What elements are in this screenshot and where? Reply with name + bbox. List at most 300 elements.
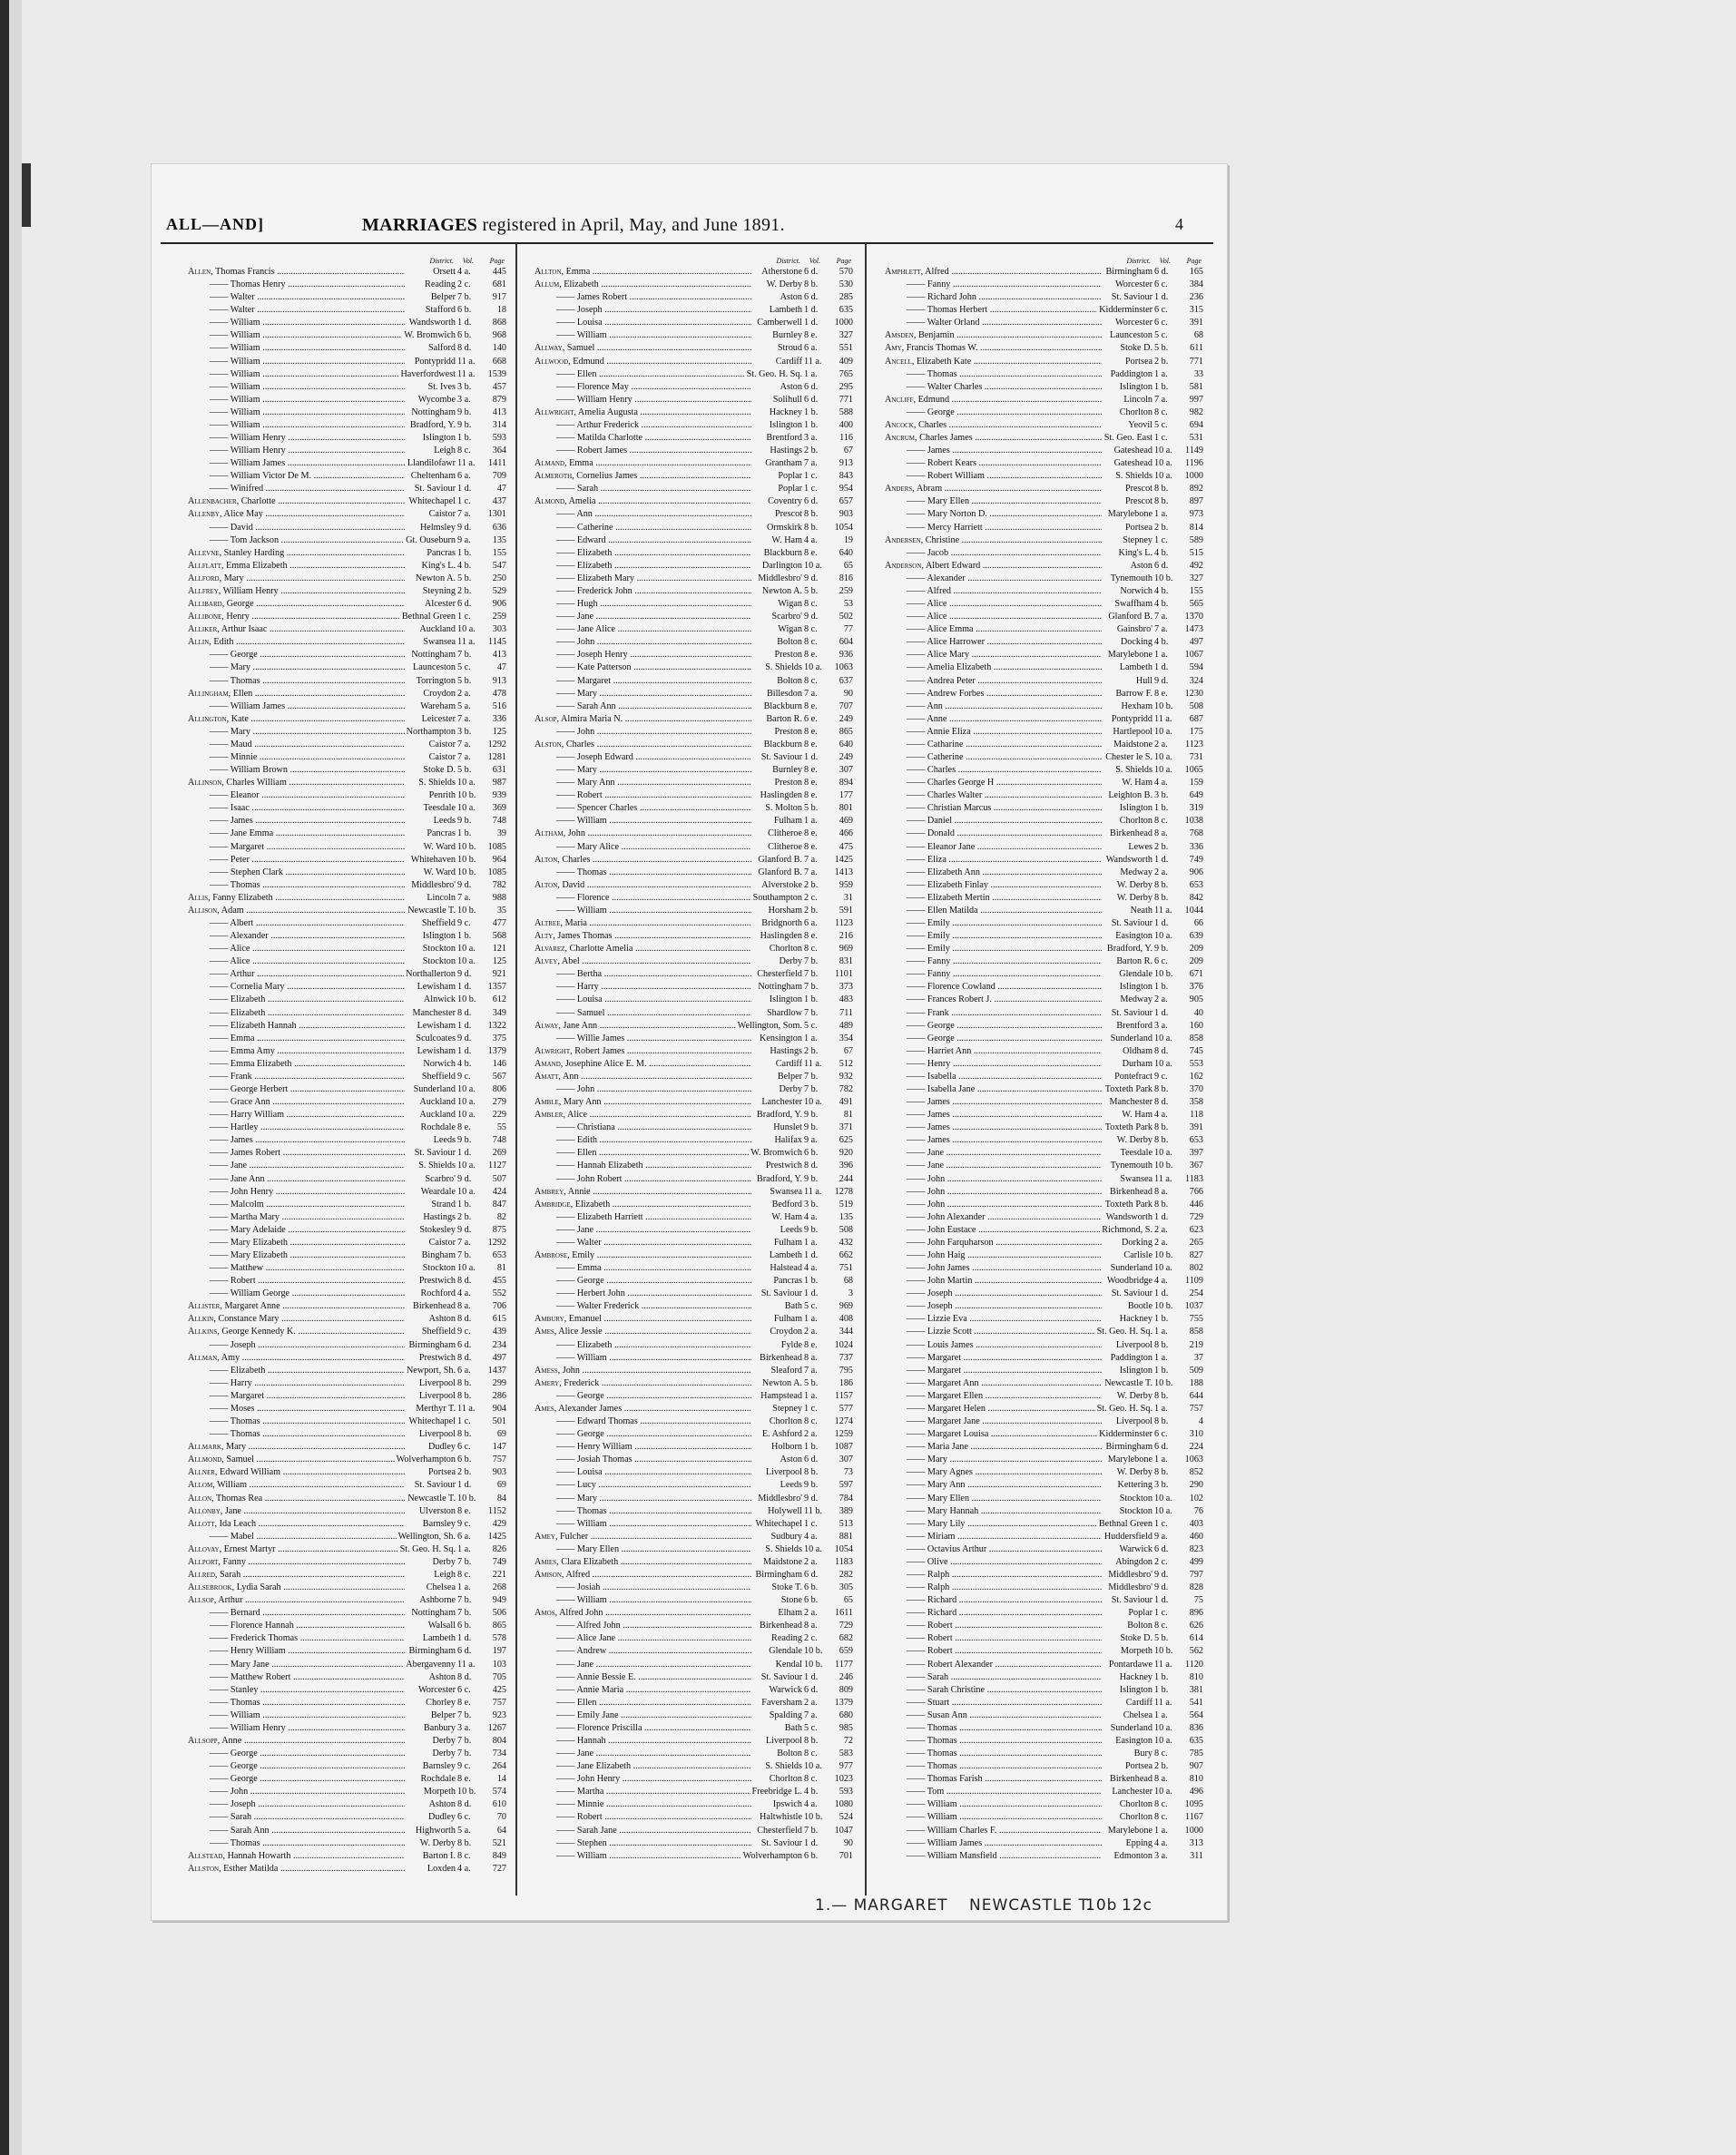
entry-name: —— Jane ..... xyxy=(885,1160,1102,1172)
entry-volume: 7 b. xyxy=(457,1748,472,1759)
entry-name: —— Albert ..... xyxy=(188,917,405,930)
entry-district: Wolverhampton xyxy=(395,1454,456,1466)
entry-volume: 8 c. xyxy=(1154,816,1168,827)
entry-district: Bath xyxy=(783,1300,802,1313)
entry-page: 216 xyxy=(839,931,853,942)
entry-page: 1044 xyxy=(1184,905,1203,916)
entry-page: 897 xyxy=(1189,496,1203,507)
entry-district: Newton A. xyxy=(414,573,456,585)
entry-name: —— Daniel ..... xyxy=(885,815,1102,828)
entry-page: 47 xyxy=(496,484,506,495)
entry-name: —— William ..... xyxy=(535,1352,751,1365)
entry-name xyxy=(535,1071,751,1083)
entry-volume: 8 c. xyxy=(1154,1799,1168,1810)
entry-forenames: William xyxy=(230,330,260,341)
entry-page: 35 xyxy=(496,905,506,916)
entry-district: Teesdale xyxy=(1119,1147,1153,1160)
entry-surname: Allevne, xyxy=(188,547,222,558)
entry-forenames: Edith xyxy=(213,637,234,648)
entry-name: —— Thomas ..... xyxy=(885,1722,1102,1735)
entry-volume: 8 e. xyxy=(457,1697,471,1708)
entry-page: 731 xyxy=(1189,751,1203,762)
entry-page: 1145 xyxy=(488,637,506,648)
entry-row xyxy=(535,815,857,828)
entry-row xyxy=(188,573,510,585)
entry-name: —— Mary Lily ..... xyxy=(885,1518,1102,1531)
entry-volume: 11 a. xyxy=(457,1659,476,1670)
entry-row xyxy=(188,1466,510,1479)
entry-district: Lanchester xyxy=(1110,1786,1152,1798)
entry-district: Wellington, Sh. xyxy=(397,1531,456,1543)
entry-volume: 7 a. xyxy=(457,751,471,762)
entry-volume: 2 b. xyxy=(1154,1761,1169,1772)
entry-page: 155 xyxy=(492,547,506,558)
entries-column-1 xyxy=(188,255,510,1888)
entry-volume: 1 d. xyxy=(1154,1288,1169,1299)
column-header xyxy=(535,255,857,266)
entry-page: 906 xyxy=(1189,867,1203,877)
entry-forenames: John Henry xyxy=(576,1774,621,1785)
entry-name xyxy=(188,598,405,611)
entry-forenames: William xyxy=(576,816,607,827)
entry-forenames: Henry William xyxy=(576,1442,633,1453)
entry-forenames: Alfred xyxy=(565,1569,591,1580)
entry-forenames: Martha xyxy=(576,1787,604,1797)
entry-volume: 8 b. xyxy=(1154,1135,1169,1146)
entry-district: Paddington xyxy=(1109,1352,1152,1365)
entry-volume: 4 a. xyxy=(457,267,471,277)
entry-forenames: Walter xyxy=(576,1237,602,1248)
entry-page: 1357 xyxy=(487,982,506,993)
entry-surname: Amy, xyxy=(885,343,905,354)
entries-column-3 xyxy=(885,255,1207,1888)
entry-name xyxy=(885,483,1102,495)
entry-row xyxy=(535,483,857,495)
entry-volume: 1 c. xyxy=(804,484,818,495)
entry-row xyxy=(188,483,510,495)
entry-district: Wandsworth xyxy=(1104,1211,1152,1224)
entry-page: 1177 xyxy=(835,1659,853,1670)
entry-surname: Alvey, xyxy=(535,956,560,967)
entry-district: Belper xyxy=(429,291,456,304)
entry-district: Richmond, S. xyxy=(1100,1224,1152,1237)
entry-volume: 10 a. xyxy=(1154,726,1172,737)
header-page: Page xyxy=(836,257,851,265)
entry-forenames: Grace Ann xyxy=(230,1097,270,1108)
entry-district: Rochford xyxy=(419,1288,456,1300)
entry-row xyxy=(535,1773,857,1786)
entry-forenames: William xyxy=(576,330,607,341)
entry-name: —— James Robert ..... xyxy=(535,291,751,304)
entry-row xyxy=(535,1173,857,1186)
entry-district: Toxteth Park xyxy=(1103,1122,1152,1134)
entry-forenames: John Eustace xyxy=(927,1224,976,1235)
entry-volume: 8 e. xyxy=(804,547,818,558)
entry-name: —— Joseph ..... xyxy=(188,1798,405,1811)
entry-district: St. Saviour xyxy=(1110,291,1152,304)
entry-page: 1037 xyxy=(1184,1301,1203,1312)
entry-volume: 3 a. xyxy=(804,433,818,444)
entry-forenames: Frank xyxy=(230,1071,252,1082)
entry-name: —— Elizabeth Harriett ..... xyxy=(535,1211,751,1224)
entry-row xyxy=(535,789,857,802)
entry-surname: Ambridge, xyxy=(535,1199,574,1210)
entry-page: 570 xyxy=(839,267,853,277)
entry-row xyxy=(885,623,1207,636)
entry-page: 589 xyxy=(1189,534,1203,545)
entry-page: 541 xyxy=(1189,1697,1203,1708)
entry-page: 954 xyxy=(839,484,853,495)
entry-page: 425 xyxy=(492,1684,506,1695)
entry-district: Alnwick xyxy=(422,994,456,1006)
entry-volume: 4 a. xyxy=(804,1211,818,1222)
entry-row xyxy=(188,1709,510,1722)
entry-row xyxy=(535,1493,857,1505)
entry-page: 384 xyxy=(1189,279,1203,290)
entry-forenames: Ellen xyxy=(576,368,597,379)
entry-forenames: Sarah xyxy=(230,1812,252,1823)
entry-volume: 10 a. xyxy=(804,1097,822,1108)
entry-row xyxy=(885,1300,1207,1313)
entry-page: 671 xyxy=(1189,969,1203,980)
entry-surname: Alton, xyxy=(535,854,560,865)
entry-name: —— William ..... xyxy=(535,329,751,342)
handwritten-vol: 10b xyxy=(1085,1896,1118,1915)
entry-forenames: John xyxy=(927,1173,946,1184)
entry-volume: 8 e. xyxy=(804,700,818,711)
entry-page: 905 xyxy=(1189,994,1203,1005)
entry-page: 737 xyxy=(839,1352,853,1363)
entry-page: 977 xyxy=(839,1761,853,1772)
entry-row xyxy=(188,1147,510,1160)
entry-forenames: Elizabeth xyxy=(230,1365,266,1376)
entry-name: —— Florence Cowland ..... xyxy=(885,981,1102,994)
entry-forenames: John xyxy=(927,1199,946,1210)
entry-page: 478 xyxy=(492,688,506,699)
entry-page: 662 xyxy=(839,1250,853,1261)
entry-volume: 8 c. xyxy=(1154,1748,1168,1759)
entry-district: Penrith xyxy=(427,789,456,802)
entry-volume: 1 a. xyxy=(804,368,818,379)
entry-forenames: John Robert xyxy=(576,1173,623,1184)
entry-volume: 10 a. xyxy=(1154,1722,1172,1733)
entry-name: —— John Henry ..... xyxy=(188,1186,405,1199)
entry-name xyxy=(188,1326,405,1338)
header-district: District. xyxy=(776,257,800,265)
entry-name: —— Joseph ..... xyxy=(188,1339,405,1352)
entry-row xyxy=(188,1441,510,1454)
entry-page: 875 xyxy=(492,1224,506,1235)
entry-page: 373 xyxy=(839,982,853,993)
entry-volume: 10 a. xyxy=(457,1110,476,1121)
entry-row xyxy=(535,1211,857,1224)
entry-forenames: Elizabeth Mertin xyxy=(927,892,990,903)
entry-page: 466 xyxy=(839,828,853,839)
entry-row xyxy=(188,1275,510,1288)
entry-volume: 8 c. xyxy=(1154,1812,1168,1823)
entry-page: 640 xyxy=(839,739,853,749)
entry-volume: 3 b. xyxy=(1154,790,1169,801)
entry-volume: 11 a. xyxy=(804,356,822,367)
entry-row xyxy=(885,1033,1207,1045)
entry-volume: 4 b. xyxy=(1154,637,1169,648)
entry-surname: Allington, xyxy=(188,713,230,724)
entry-forenames: Mary xyxy=(576,688,597,699)
entry-forenames: Margaret xyxy=(230,841,265,852)
entry-volume: 8 b. xyxy=(457,1837,472,1848)
entry-name: —— George ..... xyxy=(885,407,1102,419)
entry-name xyxy=(885,419,1102,432)
entry-page: 121 xyxy=(492,944,506,955)
entry-volume: 8 b. xyxy=(804,522,819,533)
entry-page: 1274 xyxy=(834,1416,853,1427)
entry-name: —— Sarah Ann ..... xyxy=(188,1825,405,1837)
entry-row xyxy=(535,1798,857,1811)
entry-volume: 3 a. xyxy=(457,394,471,405)
entry-district: W. Derby xyxy=(1115,1466,1152,1479)
entry-row xyxy=(885,994,1207,1006)
entry-district: Whitechapel xyxy=(407,495,456,508)
entry-district: Walsall xyxy=(427,1620,456,1632)
entry-volume: 8 c. xyxy=(804,637,818,648)
entry-row xyxy=(188,1773,510,1786)
entry-row xyxy=(885,1237,1207,1249)
entry-forenames: Thomas Henry xyxy=(230,279,286,290)
entry-forenames: Josiah Thomas xyxy=(576,1455,633,1465)
entry-district: Chesterfield xyxy=(755,1825,802,1837)
entry-row xyxy=(885,1415,1207,1428)
entry-volume: 8 d. xyxy=(457,1007,472,1018)
entry-page: 40 xyxy=(1193,1007,1203,1018)
entry-surname: Altham, xyxy=(535,828,566,839)
entry-surname: Allum, xyxy=(535,279,562,290)
entry-name xyxy=(188,1441,405,1454)
entry-page: 269 xyxy=(492,1148,506,1159)
entry-volume: 1 b. xyxy=(804,407,819,417)
entry-district: Birkenhead xyxy=(1108,1186,1152,1199)
entry-volume: 10 b. xyxy=(457,905,476,916)
entry-name: —— Isabella Jane ..... xyxy=(885,1083,1102,1096)
entry-page: 1413 xyxy=(834,867,853,877)
entry-page: 969 xyxy=(839,1301,853,1312)
entry-page: 823 xyxy=(1189,1543,1203,1554)
entry-surname: Allman, xyxy=(188,1352,220,1363)
entry-forenames: William Brown xyxy=(230,765,289,776)
entry-name xyxy=(188,713,405,726)
entry-volume: 10 a. xyxy=(804,560,822,571)
entry-volume: 2 a. xyxy=(1154,1224,1168,1235)
entry-forenames: Elizabeth xyxy=(230,994,266,1005)
entry-page: 305 xyxy=(839,1582,853,1593)
entry-district: Nottingham xyxy=(409,407,456,419)
entry-forenames: William xyxy=(230,381,260,392)
header-district: District. xyxy=(429,257,454,265)
entry-district: Torrington xyxy=(415,675,456,688)
entry-page: 920 xyxy=(839,1148,853,1159)
entry-volume: 1 d. xyxy=(1154,1595,1169,1606)
entry-volume: 2 a. xyxy=(1154,1237,1168,1248)
entry-volume: 1 a. xyxy=(1154,1455,1168,1465)
entry-row xyxy=(535,317,857,329)
entry-volume: 1 d. xyxy=(1154,292,1169,303)
entry-page: 568 xyxy=(492,931,506,942)
entry-district: Gainsbro' xyxy=(1115,623,1152,636)
entry-name: —— Elizabeth Mertin ..... xyxy=(885,892,1102,905)
entry-district: E. Ashford xyxy=(760,1428,802,1441)
entry-volume: 6 c. xyxy=(457,1684,471,1695)
entry-page: 460 xyxy=(1189,1531,1203,1542)
entry-page: 135 xyxy=(492,534,506,545)
entry-row xyxy=(535,764,857,777)
entry-district: Warwick xyxy=(1117,1543,1152,1556)
entry-name xyxy=(535,828,751,840)
entry-district: Steyning xyxy=(421,585,456,598)
entry-volume: 1 a. xyxy=(1154,1709,1168,1720)
entry-forenames: Emily xyxy=(927,917,950,928)
entry-name xyxy=(885,560,1102,573)
entry-name xyxy=(188,1352,405,1365)
entry-district: Poplar xyxy=(776,470,802,483)
entry-row xyxy=(885,1199,1207,1211)
entry-forenames: Emma xyxy=(565,267,591,277)
entry-name: —— Andrew Forbes ..... xyxy=(885,688,1102,700)
entry-page: 1281 xyxy=(487,751,506,762)
entry-page: 497 xyxy=(492,1352,506,1363)
entry-district: Oldham xyxy=(1121,1045,1152,1058)
entry-district: Paddington xyxy=(1109,368,1152,381)
entry-page: 903 xyxy=(839,509,853,520)
entry-volume: 8 c. xyxy=(804,1416,818,1427)
entry-volume: 11 a. xyxy=(457,356,476,367)
entry-forenames: Margaret xyxy=(576,675,612,686)
entry-district: St. Saviour xyxy=(760,1671,802,1684)
entry-district: Chorlton xyxy=(1118,1798,1152,1811)
entry-surname: Allovay, xyxy=(188,1543,222,1554)
entry-row xyxy=(535,1020,857,1033)
entry-page: 250 xyxy=(492,573,506,583)
entry-row xyxy=(535,445,857,457)
entry-forenames: Annie xyxy=(567,1186,591,1197)
entry-page: 507 xyxy=(492,1173,506,1184)
entry-name: —— George ..... xyxy=(535,1275,751,1288)
entry-surname: Allflatt, xyxy=(188,560,224,571)
entry-row xyxy=(188,1007,510,1020)
entry-district: Bingham xyxy=(420,1249,456,1262)
entry-forenames: Lizzie Eva xyxy=(927,1314,967,1325)
entry-page: 66 xyxy=(1193,917,1203,928)
entry-page: 376 xyxy=(1189,982,1203,993)
entry-page: 19 xyxy=(843,534,853,545)
entry-name: —— James ..... xyxy=(885,1109,1102,1122)
entry-page: 1379 xyxy=(834,1697,853,1708)
entry-name: —— Alice Jane ..... xyxy=(535,1632,751,1645)
entry-forenames: Jane xyxy=(927,1148,945,1159)
entry-volume: 10 a. xyxy=(1154,1505,1172,1516)
entry-forenames: Charles Walter xyxy=(927,790,983,801)
entry-row xyxy=(535,777,857,789)
entry-volume: 7 b. xyxy=(804,1007,819,1018)
entry-district: Wigan xyxy=(776,623,802,636)
entry-name xyxy=(188,1863,405,1876)
entry-volume: 1 d. xyxy=(804,318,819,328)
entry-name xyxy=(535,879,751,892)
entry-page: 68 xyxy=(1193,330,1203,341)
entry-volume: 6 d. xyxy=(804,381,819,392)
entry-name: —— Fanny ..... xyxy=(885,968,1102,981)
entry-name: —— Mary ..... xyxy=(188,661,405,674)
entry-row xyxy=(535,688,857,700)
entry-district: Chorlton xyxy=(768,1415,802,1428)
entry-surname: Allon, xyxy=(188,1493,214,1504)
entry-name: —— John ..... xyxy=(885,1186,1102,1199)
entry-forenames: Catherine xyxy=(576,522,613,533)
entry-district: Sheffield xyxy=(420,1326,456,1338)
entry-district: St. Saviour xyxy=(760,1837,802,1850)
entry-volume: 10 a. xyxy=(1154,471,1172,482)
entry-page: 578 xyxy=(492,1633,506,1644)
entry-district: Middlesbro' xyxy=(1106,1582,1152,1594)
entry-name xyxy=(188,508,405,521)
entry-row xyxy=(188,1505,510,1518)
entry-name: —— Samuel ..... xyxy=(535,1007,751,1020)
entry-district: Islington xyxy=(421,432,456,445)
entry-name: —— Elizabeth ..... xyxy=(535,547,751,560)
entry-volume: 1 d. xyxy=(804,1288,819,1299)
entry-name: —— Elizabeth Finlay ..... xyxy=(885,879,1102,892)
entry-row xyxy=(535,841,857,854)
entry-surname: Ambrey, xyxy=(535,1186,566,1197)
entry-forenames: Moses xyxy=(230,1403,255,1414)
entry-row xyxy=(885,1632,1207,1645)
entry-district: Lincoln xyxy=(1122,394,1152,407)
entry-district: Stoke T. xyxy=(770,1582,802,1594)
entry-forenames: Amy xyxy=(221,1352,240,1363)
entry-district: Derby xyxy=(431,1556,456,1569)
entry-district: Hastings xyxy=(768,1045,802,1058)
entry-volume: 8 d. xyxy=(1154,1097,1169,1108)
entry-page: 413 xyxy=(492,650,506,661)
entry-row xyxy=(188,1224,510,1237)
entry-volume: 9 c. xyxy=(457,1327,471,1337)
entry-name: —— Elizabeth Hannah ..... xyxy=(188,1020,405,1033)
entry-row xyxy=(885,892,1207,905)
entry-page: 209 xyxy=(1189,944,1203,955)
entry-name: —— Robert ..... xyxy=(188,1275,405,1288)
entry-forenames: Stanley Harding xyxy=(223,547,285,558)
entry-volume: 2 b. xyxy=(804,1045,819,1056)
entry-page: 766 xyxy=(1189,1186,1203,1197)
entry-volume: 11 a. xyxy=(457,368,476,379)
entry-row xyxy=(535,636,857,649)
entry-name: —— William Henry ..... xyxy=(188,445,405,457)
entry-volume: 9 c. xyxy=(457,1761,471,1772)
entry-name: —— Louis James ..... xyxy=(885,1339,1102,1352)
title-bold: MARRIAGES xyxy=(362,215,478,235)
entry-forenames: Jane xyxy=(576,1748,594,1759)
entry-district: Wareham xyxy=(418,700,456,713)
entry-forenames: Thomas xyxy=(230,1416,260,1427)
entry-name: —— William Victor De M. ..... xyxy=(188,470,405,483)
entry-volume: 6 d. xyxy=(804,394,819,405)
entry-district: Haverfordwest xyxy=(398,368,456,381)
entry-row xyxy=(188,1850,510,1863)
entry-district: Birmingham xyxy=(407,1339,456,1352)
entry-page: 146 xyxy=(492,1058,506,1069)
entry-volume: 10 b. xyxy=(457,854,476,865)
entry-surname: Allmark, xyxy=(188,1442,224,1453)
entry-page: 814 xyxy=(1189,522,1203,533)
entry-district: Derby xyxy=(431,1735,456,1748)
